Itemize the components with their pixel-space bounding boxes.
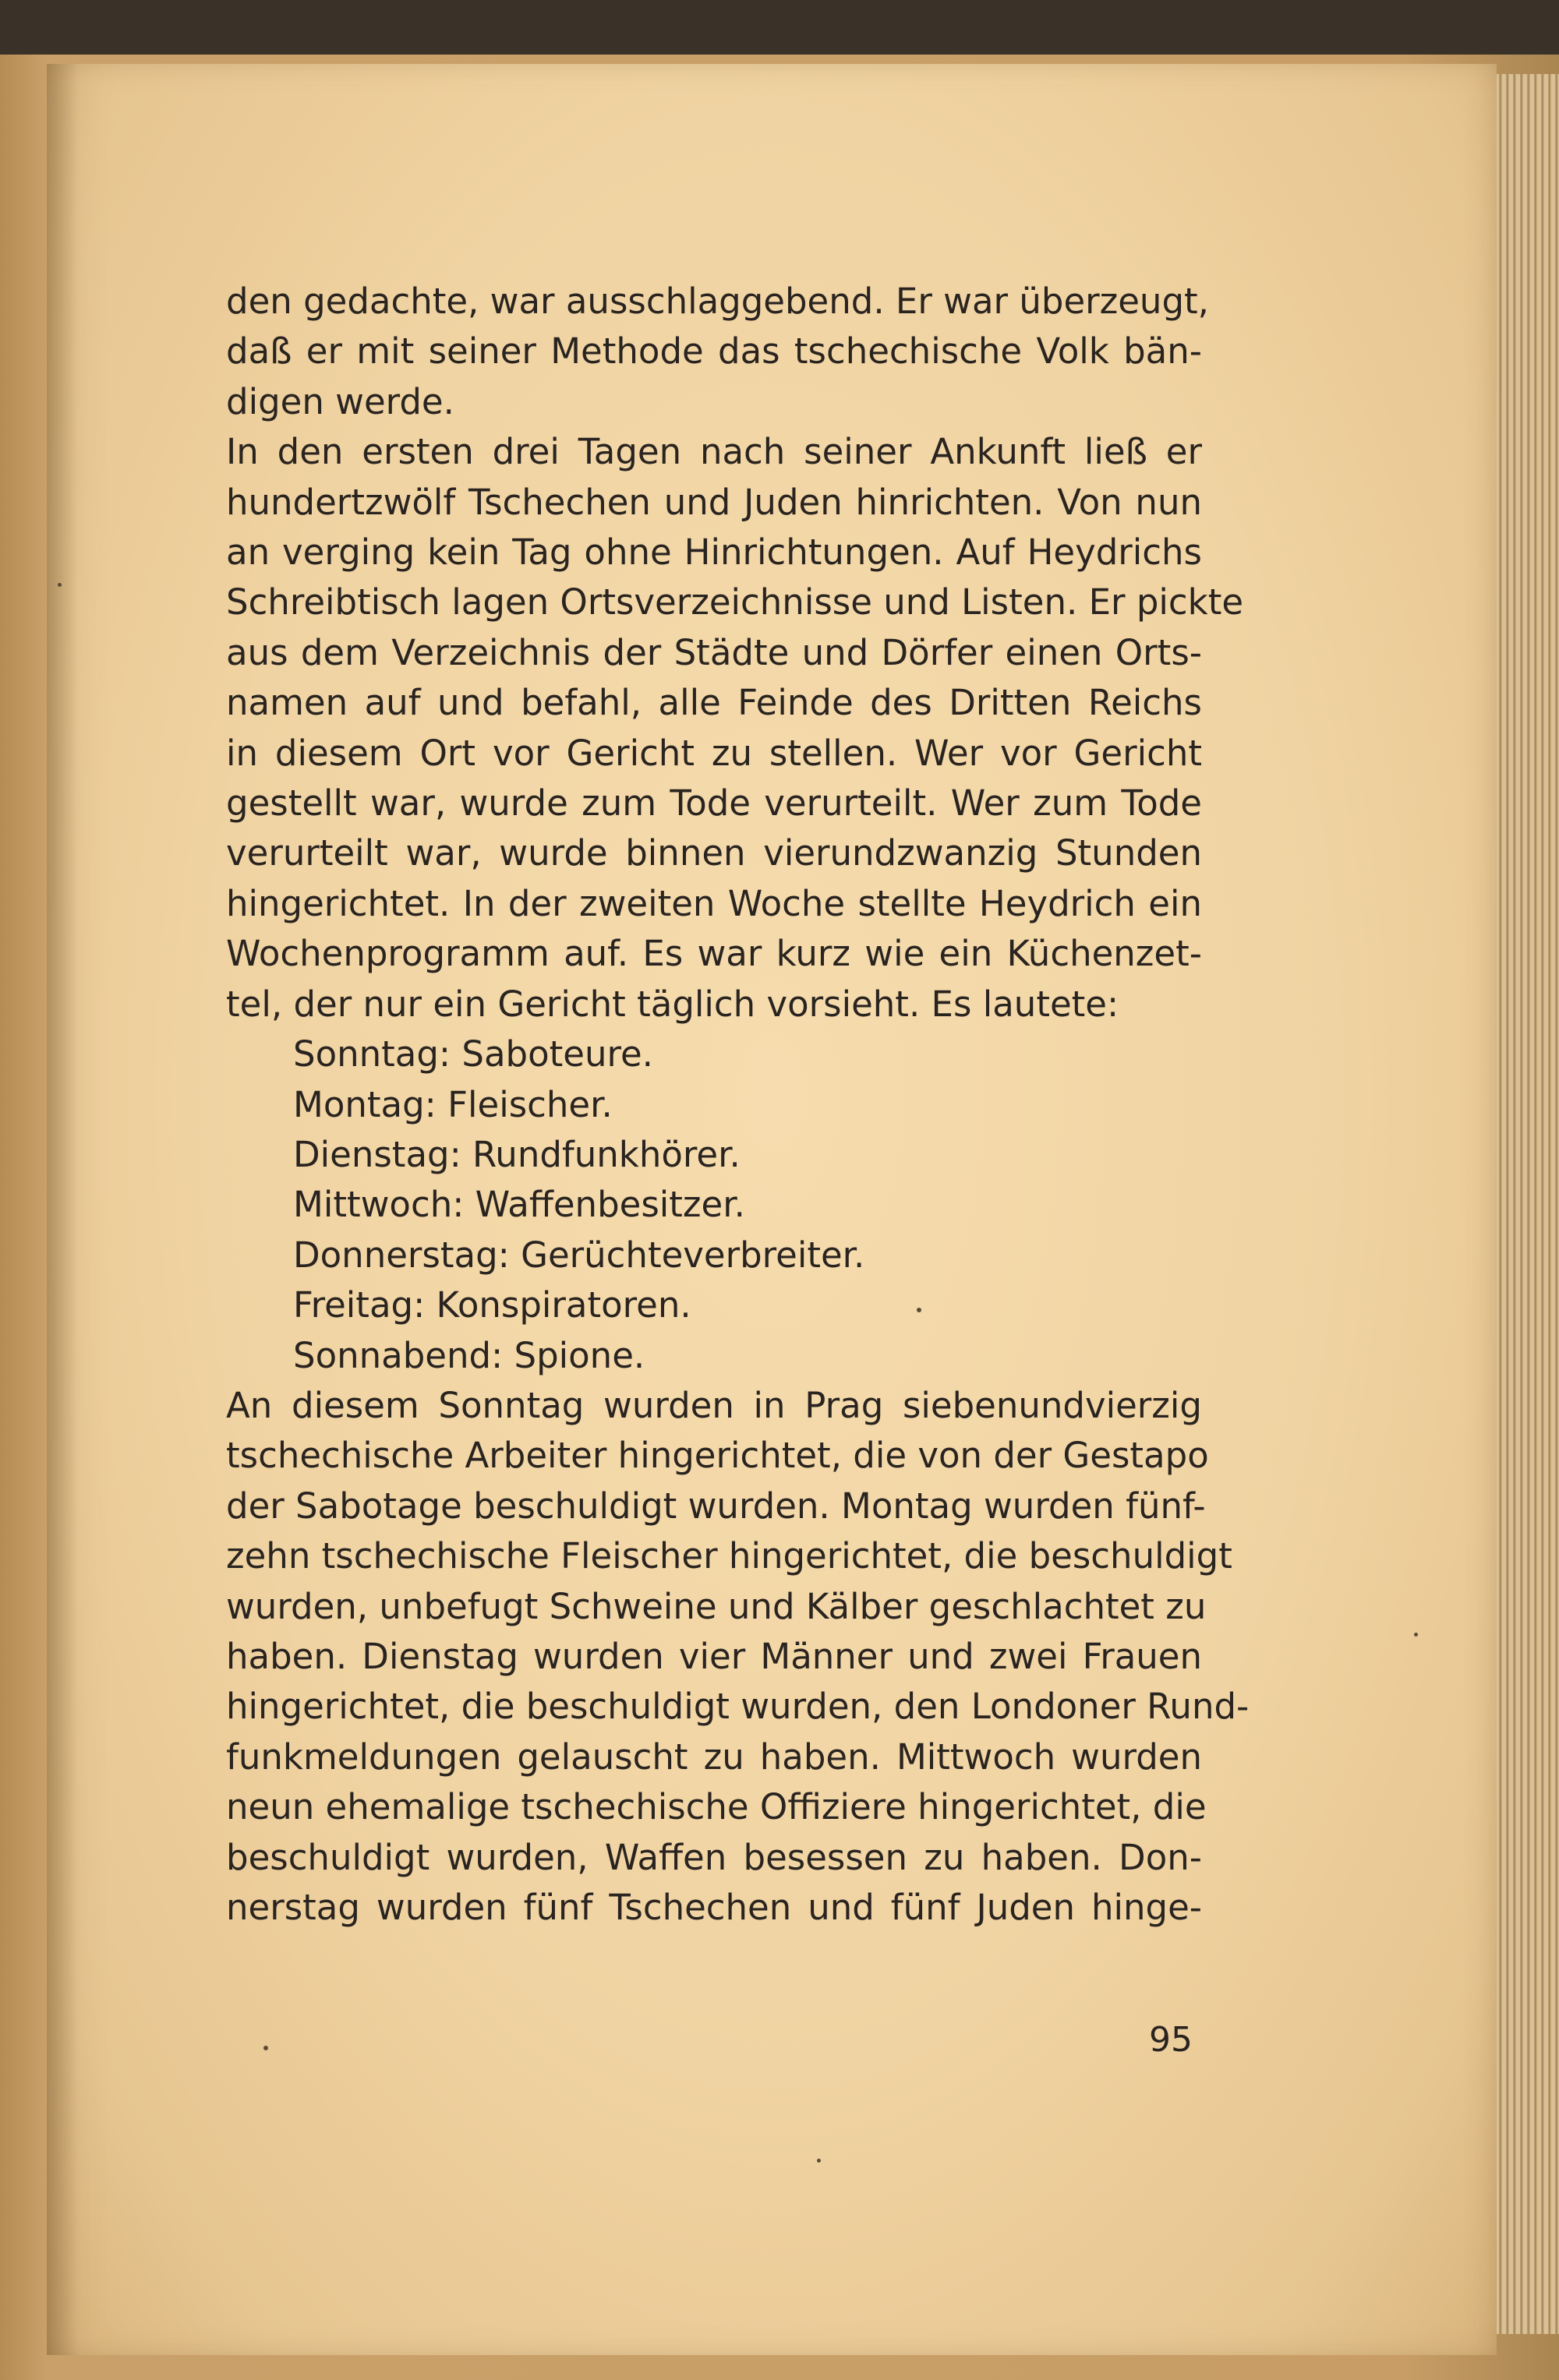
text-line: An diesem Sonntag wurden in Prag siebenundvierzig [226,1384,1202,1426]
text-line: wurden, unbefugt Schweine und Kälber geschlachtet zu [226,1585,1207,1627]
text-line: namen auf und befahl, alle Feinde des Dritten Reichs [226,682,1202,724]
schedule-entry: Mittwoch: Waffenbesitzer. [293,1184,745,1226]
text-line: beschuldigt wurden, Waffen besessen zu haben. Don- [226,1836,1202,1878]
paragraph-1 [226,277,1209,427]
text-line: verurteilt war, wurde binnen vierundzwanzig Stunden [226,832,1202,874]
text-line: den gedachte, war ausschlaggebend. Er war überzeugt, [226,281,1209,322]
text-line: an verging kein Tag ohne Hinrichtungen. Auf Heydrichs [226,531,1202,574]
text-line: zehn tschechische Fleischer hingerichtet, die beschuldigt [226,1535,1232,1577]
paper-speck [1414,1633,1418,1637]
text-line: funkmeldungen gelauscht zu haben. Mittwoch wurden [226,1736,1202,1778]
schedule-entry: Sonnabend: Spione. [293,1334,645,1376]
text-line: hundertzwölf Tschechen und Juden hinrichten. Von nun [226,481,1202,523]
paper-speck [917,1308,921,1312]
schedule-entry: Sonntag: Saboteure. [293,1033,653,1075]
page-text [226,277,1250,1933]
paper-speck [58,583,62,587]
weekly-schedule [226,1029,1202,1381]
schedule-entry: Donnerstag: Gerüchteverbreiter. [293,1234,865,1276]
text-line: In den ersten drei Tagen nach seiner Ankunft ließ er [226,431,1202,473]
text-line: tel, der nur ein Gericht täglich vorsieht. Es lautete: [226,983,1119,1025]
paragraph-3 [226,1381,1250,1933]
paragraph-2 [226,427,1244,1029]
schedule-entry: Freitag: Konspiratoren. [293,1284,691,1326]
text-line: hingerichtet, die beschuldigt wurden, den Londoner Rund- [226,1686,1250,1728]
text-line: haben. Dienstag wurden vier Männer und zwei Frauen [226,1635,1202,1677]
text-line: in diesem Ort vor Gericht zu stellen. Wer vor Gericht [226,732,1202,774]
text-line: der Sabotage beschuldigt wurden. Montag wurden fünf- [226,1485,1206,1527]
text-line: nerstag wurden fünf Tschechen und fünf Juden hinge- [226,1887,1202,1928]
text-line: digen werde. [226,380,454,422]
text-line: Wochenprogramm auf. Es war kurz wie ein Küchenzet- [226,933,1202,975]
paper-speck [817,2159,821,2163]
schedule-entry: Montag: Fleischer. [293,1083,613,1125]
text-line: aus dem Verzeichnis der Städte und Dörfer einen Orts- [226,631,1202,673]
paper-speck [263,2046,268,2050]
text-line: tschechische Arbeiter hingerichtet, die von der Gestapo [226,1435,1209,1477]
text-line: gestellt war, wurde zum Tode verurteilt. Wer zum Tode [226,782,1202,825]
text-line: daß er mit seiner Methode das tschechische Volk bän- [226,330,1202,373]
page-gutter-shadow [47,64,78,2355]
text-line: Schreibtisch lagen Ortsverzeichnisse und Listen. Er pickte [226,581,1244,623]
text-line: neun ehemalige tschechische Offiziere hingerichtet, die [226,1786,1207,1828]
schedule-entry: Dienstag: Rundfunkhörer. [293,1133,741,1175]
text-line: hingerichtet. In der zweiten Woche stellte Heydrich ein [226,882,1202,924]
page-number: 95 [1149,2020,1193,2060]
